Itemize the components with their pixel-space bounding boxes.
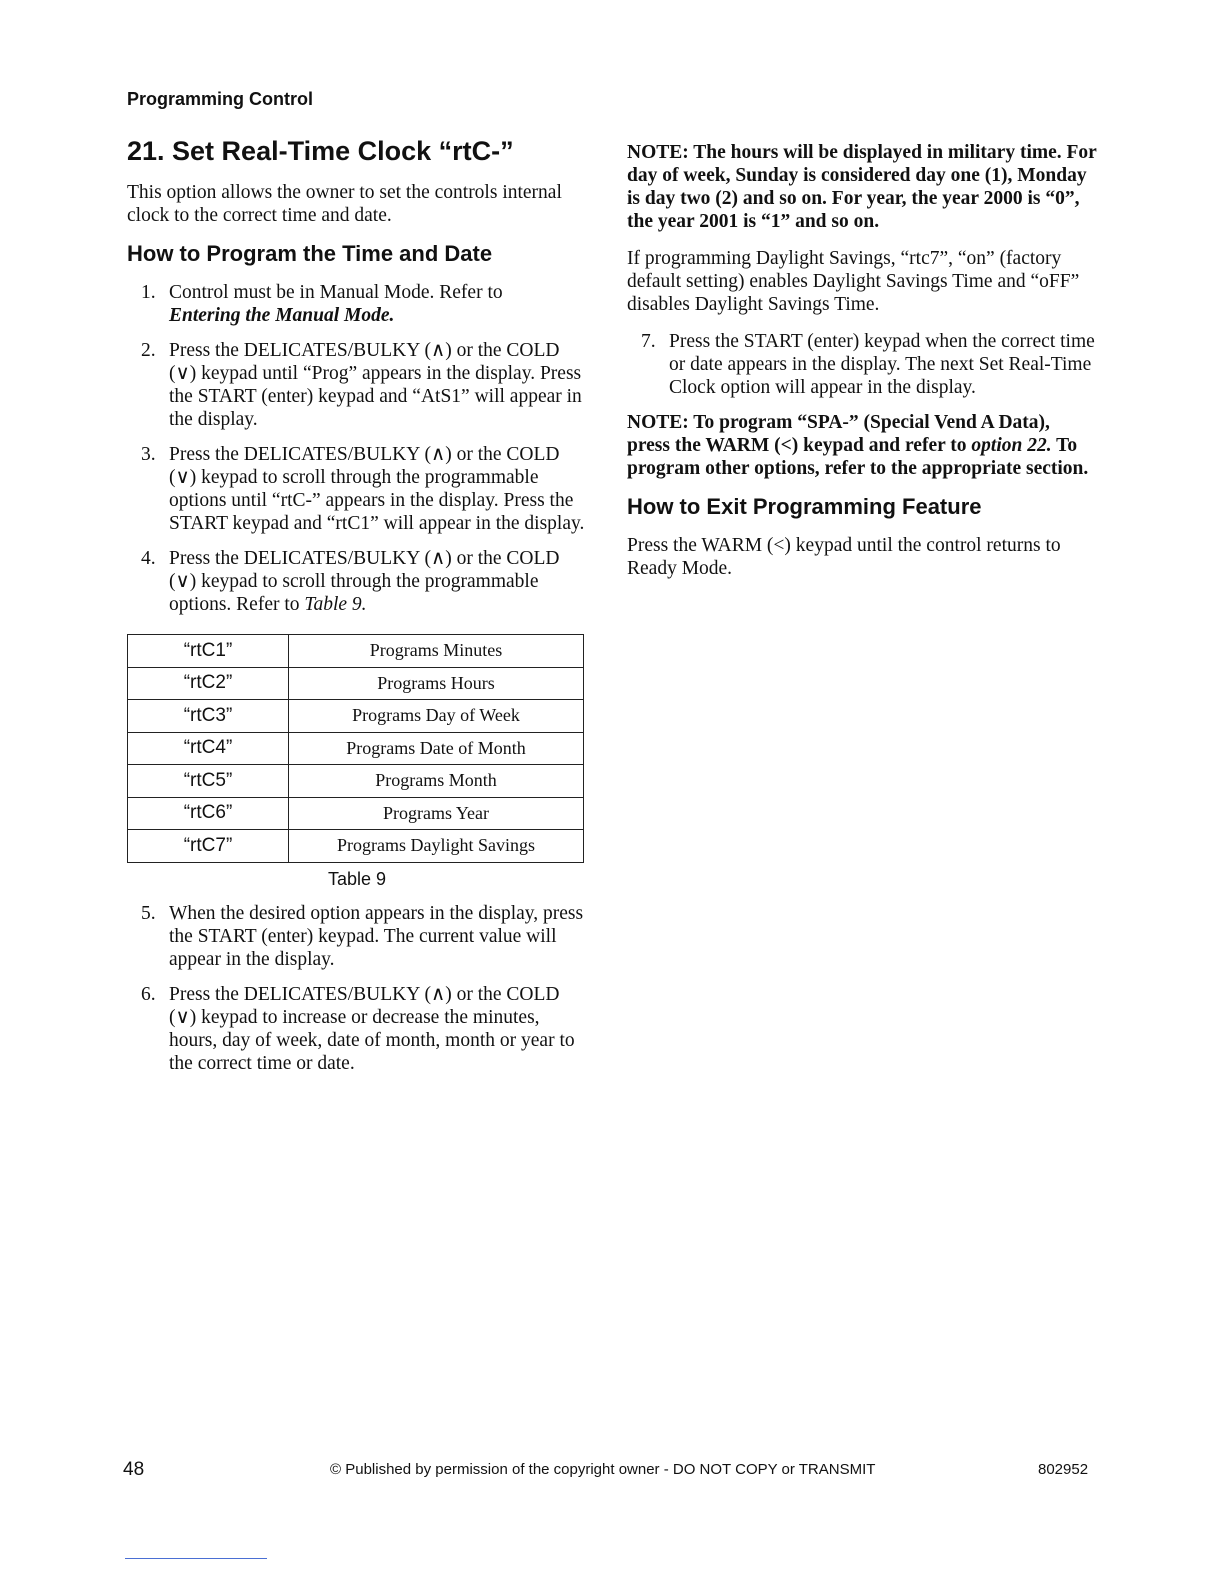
exit-paragraph: Press the WARM (<) keypad until the control returns to Ready Mode. [627, 535, 1061, 579]
note-spa: NOTE: To program “SPA-” (Special Vend A Data), press the WARM (<) keypad and refer to option 22. To program other options, refer to the appropriate section. [627, 412, 1089, 479]
step-item: 1. Control must be in Manual Mode. Refer to Entering the Manual Mode. [141, 282, 503, 326]
document-number: 802952 [1038, 1461, 1089, 1478]
subheading-program: How to Program the Time and Date [127, 241, 493, 266]
table-row: “rtC4” Programs Date of Month [128, 732, 584, 765]
scan-artifact-line [125, 1558, 267, 1559]
table-row: “rtC5” Programs Month [128, 765, 584, 798]
steps-list-a [127, 281, 587, 616]
table-row: “rtC1” Programs Minutes [128, 635, 584, 668]
step-item: 6. Press the DELICATES/BULKY (∧) or the COLD (∨) keypad to increase or decrease the minutes, hours, day of week, date of month, month or year to the correct time or date. [141, 983, 575, 1074]
cross-reference: Table 9. [304, 594, 367, 615]
step-item: 7. Press the START (enter) keypad when the correct time or date appears in the display. The next Set Real-Time Clock option will appear in the display. [641, 331, 1095, 398]
daylight-savings-paragraph: If programming Daylight Savings, “rtc7”, “on” (factory default setting) enables Daylight Savings Time and “oFF” disables Daylight Savings Time. [627, 248, 1080, 315]
cross-reference: option 22. [971, 435, 1052, 456]
table-row: “rtC6” Programs Year [128, 797, 584, 830]
step-item: 3. Press the DELICATES/BULKY (∧) or the COLD (∨) keypad to scroll through the programmable options until “rtC-” appears in the display. Press the START keypad and “rtC1” will appear in the display. [141, 444, 585, 534]
step-item: 2. Press the DELICATES/BULKY (∧) or the COLD (∨) keypad until “Prog” appears in the display. Press the START (enter) keypad and “AtS1” will appear in the display. [141, 340, 582, 430]
page-number: 48 [123, 1459, 145, 1480]
note-military-time: NOTE: The hours will be displayed in military time. For day of week, Sunday is considered day one (1), Monday is day two (2) and so on. For year, the year 2000 is “0”, the year 2001 is “1” and so on. [627, 142, 1097, 232]
steps-list-c [627, 330, 1097, 399]
left-column [127, 136, 587, 1087]
table-row: “rtC3” Programs Day of Week [128, 700, 584, 733]
step-item: 4. Press the DELICATES/BULKY (∧) or the COLD (∨) keypad to scroll through the programmable options. Refer to Table 9. [141, 548, 560, 615]
right-column [627, 141, 1097, 594]
subheading-exit: How to Exit Programming Feature [627, 494, 982, 519]
table-row: “rtC2” Programs Hours [128, 667, 584, 700]
rtc-options-table [127, 634, 584, 863]
section-label: Programming Control [127, 89, 314, 109]
table-caption: Table 9 [327, 868, 387, 889]
steps-list-b [127, 902, 587, 1075]
step-item: 5. When the desired option appears in the display, press the START (enter) keypad. The current value will appear in the display. [141, 902, 584, 970]
table-row: “rtC7” Programs Daylight Savings [128, 830, 584, 863]
copyright-notice: © Published by permission of the copyright owner - DO NOT COPY or TRANSMIT [330, 1461, 876, 1478]
page-title: 21. Set Real-Time Clock “rtC-” [127, 136, 514, 166]
intro-paragraph: This option allows the owner to set the controls internal clock to the correct time and date. [127, 182, 562, 226]
cross-reference: Entering the Manual Mode. [169, 305, 395, 326]
